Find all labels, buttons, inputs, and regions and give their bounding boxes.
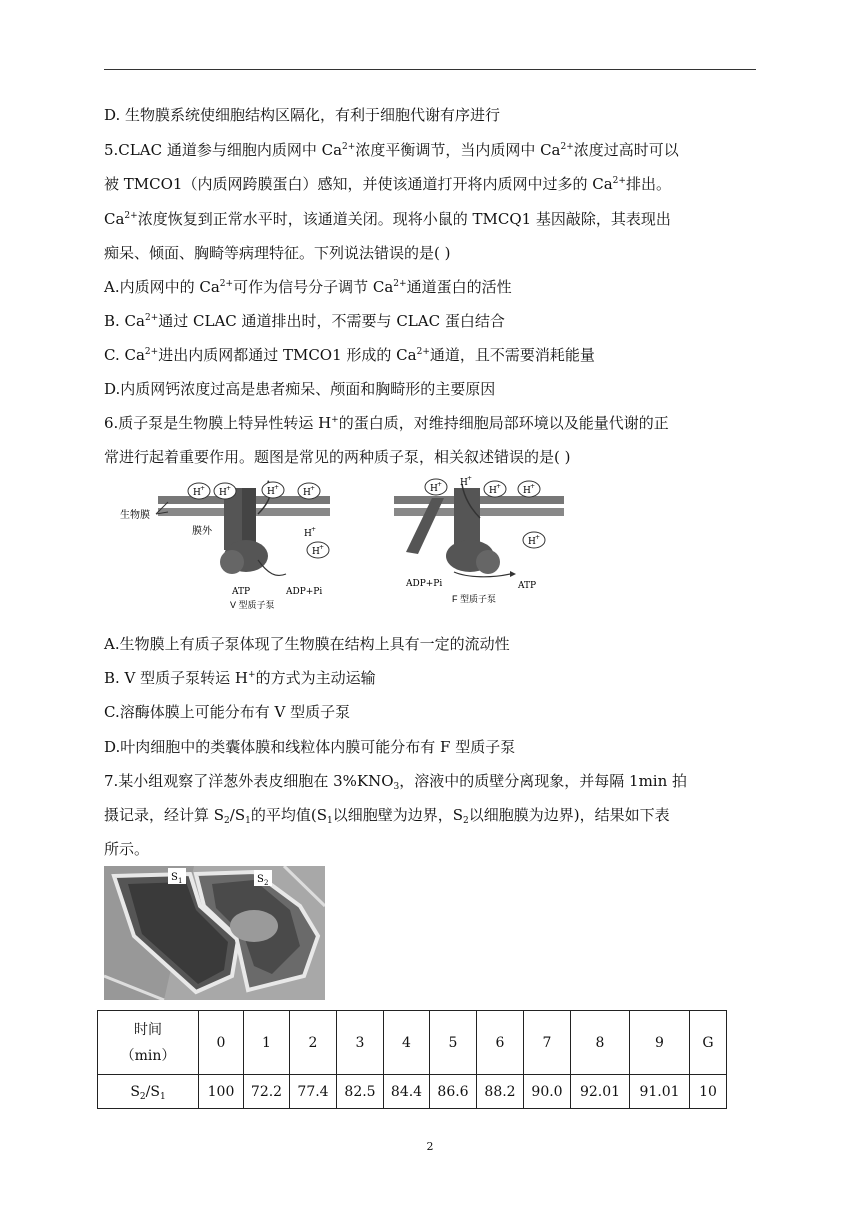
adp-label: ADP+Pi (406, 579, 443, 589)
svg-text:H: H (304, 529, 312, 539)
svg-text:H: H (430, 484, 438, 494)
outside-label: 膜外 (192, 526, 212, 537)
svg-text:H: H (489, 486, 497, 496)
svg-text:H: H (267, 487, 275, 497)
atp-label: ATP (232, 587, 251, 597)
table-cell: 92.01 (571, 1075, 630, 1109)
q6-line-1: 6.质子泵是生物膜上特异性转运 H+的蛋白质，对维持细胞局部环境以及能量代谢的正 (104, 414, 669, 432)
q6-option-c: C.溶酶体膜上可能分布有 V 型质子泵 (104, 703, 351, 721)
svg-text:+: + (530, 483, 536, 490)
svg-text:H: H (312, 547, 320, 557)
svg-text:H: H (193, 488, 201, 498)
q5-option-b: B. $Ca^{2+}$通过 CLAC 通道排出时，不需要与 CLAC 蛋白结合 (104, 312, 505, 330)
table-cell: 91.01 (630, 1075, 690, 1109)
q5-line-4: 痴呆、倾面、胸畸等病理特征。下列说法错误的是( ) (104, 244, 451, 262)
svg-text:+: + (535, 534, 541, 541)
table-cell: 84.4 (384, 1075, 430, 1109)
v-type-pump-figure (108, 474, 338, 614)
table-cell: 9 (630, 1011, 690, 1075)
table-cell: 100 (199, 1075, 244, 1109)
svg-text:H: H (528, 537, 536, 547)
q5-option-c: C. $Ca^{2+}$进出内质网都通过 TMCO1 形成的 $Ca^{2+}$通道，且不需要消耗能量 (104, 346, 595, 364)
q5-option-a: A.内质网中的 $Ca^{2+}$可作为信号分子调节 $Ca^{2+}$通道蛋白的活性 (104, 278, 512, 296)
table-cell: 77.4 (290, 1075, 337, 1109)
q7-line-3: 所示。 (104, 840, 150, 858)
q6-option-a: A.生物膜上有质子泵体现了生物膜在结构上具有一定的流动性 (104, 635, 510, 653)
svg-text:H: H (460, 478, 468, 488)
table-cell: 5 (430, 1011, 477, 1075)
table-cell: 6 (477, 1011, 524, 1075)
table-cell: 82.5 (337, 1075, 384, 1109)
q7-line-2: 摄记录，经计算 $S_2/S_1$的平均值($S_1$以细胞壁为边界，$S_2$以细胞膜为边界)，结果如下表 (104, 806, 670, 826)
q7-line-1: 7.某小组观察了洋葱外表皮细胞在 $3\%KNO_3$，溶液中的质壁分离现象，并每隔 1min 拍 (104, 772, 688, 792)
header-rule (104, 69, 756, 70)
table-row-label: $S_2/S_1$ (98, 1075, 199, 1109)
svg-text:+: + (200, 485, 206, 492)
q6-line-2: 常进行起着重要作用。题图是常见的两种质子泵，相关叙述错误的是( ) (104, 448, 571, 466)
q5-line-3: $Ca^{2+}$浓度恢复到正常水平时，该通道关闭。现将小鼠的 TMCQ1 基因敲除，其表现出 (104, 210, 671, 228)
q6-option-d: D.叶肉细胞中的类囊体膜和线粒体内膜可能分布有 F 型质子泵 (104, 738, 516, 756)
table-cell: 2 (290, 1011, 337, 1075)
page-number: 2 (426, 1140, 434, 1153)
table-header-label: 时间 （min） (98, 1011, 199, 1075)
table-cell: 4 (384, 1011, 430, 1075)
svg-text:+: + (310, 485, 316, 492)
table-row (98, 1011, 727, 1075)
adp-label: ADP+Pi (286, 587, 323, 597)
f-caption: F 型质子泵 (452, 594, 496, 604)
svg-text:S: S (257, 874, 264, 885)
table-cell: 8 (571, 1011, 630, 1075)
svg-text:2: 2 (264, 879, 269, 887)
option-5d-prev: D. 生物膜系统使细胞结构区隔化，有利于细胞代谢有序进行 (104, 106, 501, 124)
table-cell: 7 (524, 1011, 571, 1075)
cell-micrograph (104, 866, 325, 1000)
q5-line-2: 被 TMCO1（内质网跨膜蛋白）感知，并使该通道打开将内质网中过多的 $Ca^{2+}$排出。 (104, 175, 671, 193)
membrane-label: 生物膜 (120, 510, 150, 521)
svg-text:H: H (523, 486, 531, 496)
atp-label: ATP (518, 581, 537, 591)
q5-line-1: 5.CLAC 通道参与细胞内质网中 $Ca^{2+}$浓度平衡调节，当内质网中 $Ca^{2+}$浓度过高时可以 (104, 141, 679, 159)
svg-text:+: + (319, 544, 325, 551)
svg-text:H: H (219, 488, 227, 498)
table-cell: 72.2 (244, 1075, 290, 1109)
svg-text:+: + (496, 483, 502, 490)
table-cell: 86.6 (430, 1075, 477, 1109)
table-cell: 0 (199, 1011, 244, 1075)
table-cell: 90.0 (524, 1075, 571, 1109)
table-cell: 10 (690, 1075, 727, 1109)
v-caption: V 型质子泵 (230, 600, 275, 610)
svg-text:+: + (274, 484, 280, 491)
svg-text:+: + (226, 485, 232, 492)
table-cell: 1 (244, 1011, 290, 1075)
table-cell: 88.2 (477, 1075, 524, 1109)
svg-text:S: S (171, 872, 178, 883)
svg-text:+: + (467, 475, 473, 482)
svg-text:+: + (311, 526, 317, 533)
table-cell: 3 (337, 1011, 384, 1075)
q6-option-b: B. V 型质子泵转运 H+的方式为主动运输 (104, 669, 376, 687)
svg-text:1: 1 (178, 877, 183, 885)
f-type-pump-figure (392, 474, 572, 614)
svg-text:H: H (303, 488, 311, 498)
svg-text:+: + (437, 481, 443, 488)
table-cell: G (690, 1011, 727, 1075)
table-row (98, 1075, 727, 1109)
q5-option-d: D.内质网钙浓度过高是患者痴呆、颅面和胸畸形的主要原因 (104, 380, 496, 398)
s2-s1-table (97, 1010, 727, 1109)
